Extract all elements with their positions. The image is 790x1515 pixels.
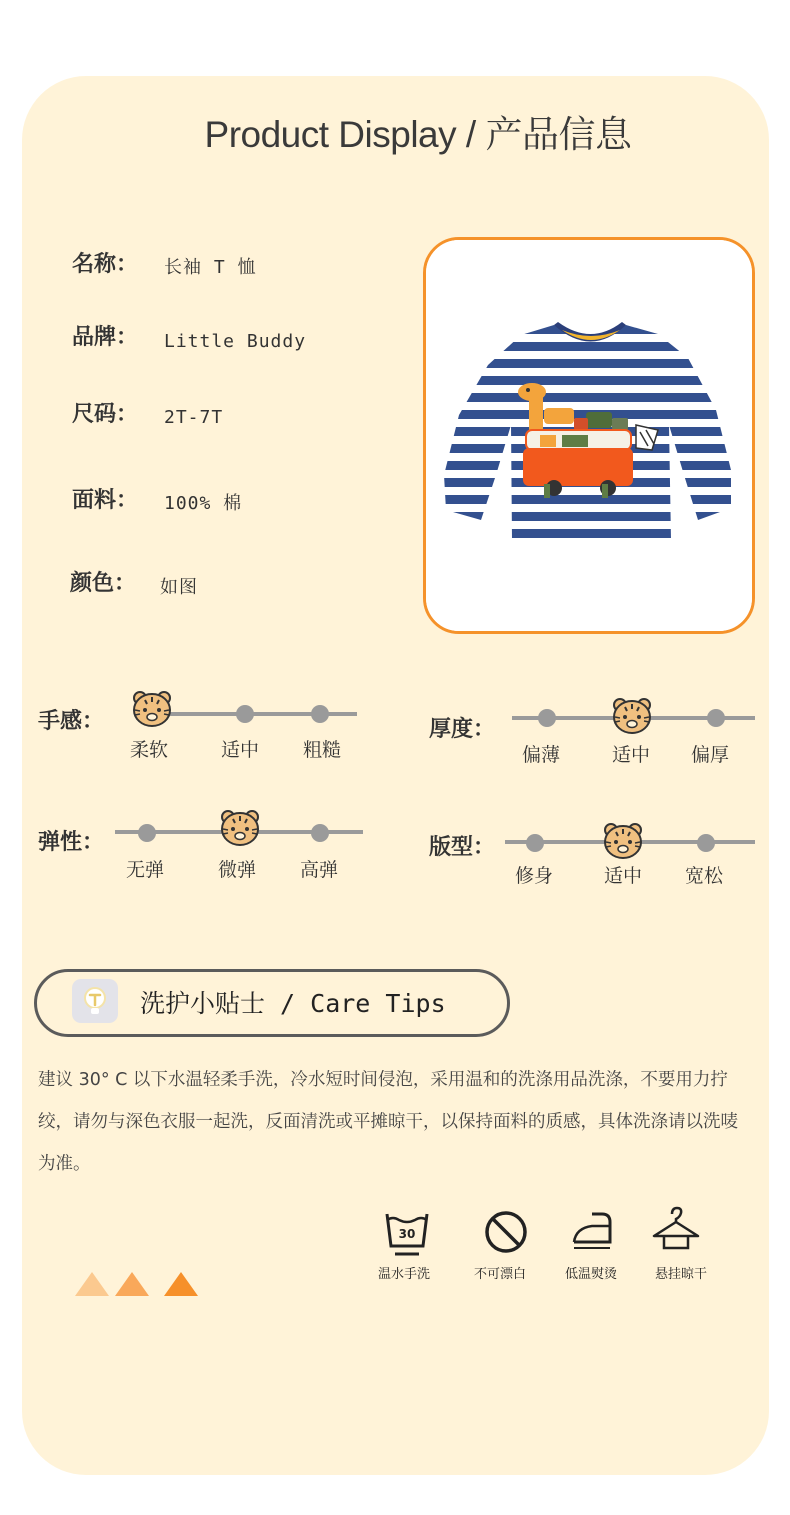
care-label-hang-dry: 悬挂晾干 <box>654 1267 707 1282</box>
product-image-frame <box>423 237 755 634</box>
fit-dot-loose <box>697 834 715 852</box>
thickness-option-thick: 偏厚 <box>691 744 730 766</box>
feel-option-soft: 柔软 <box>130 739 169 761</box>
thickness-label: 厚度： <box>429 717 496 742</box>
decor-triangle <box>75 1272 109 1296</box>
fit-label: 版型： <box>429 835 496 860</box>
care-label-no-bleach: 不可漂白 <box>473 1267 526 1282</box>
low-iron-icon <box>566 1204 618 1256</box>
striped-tshirt-image <box>426 240 752 631</box>
decor-triangle <box>164 1272 198 1296</box>
decor-triangle <box>115 1272 149 1296</box>
tiger-marker-icon <box>219 809 261 849</box>
elasticity-option-slight: 微弹 <box>218 859 257 881</box>
page-title: Product Display / 产品信息 <box>204 114 632 155</box>
lightbulb-icon <box>72 979 118 1023</box>
spec-name-label: 名称： <box>72 252 139 277</box>
spec-brand-label: 品牌： <box>72 325 139 350</box>
elasticity-option-high: 高弹 <box>300 859 339 881</box>
spec-brand-value: Little Buddy <box>164 331 307 352</box>
feel-option-medium: 适中 <box>221 739 260 761</box>
elasticity-label: 弹性： <box>38 830 105 855</box>
no-bleach-icon <box>480 1206 532 1258</box>
thickness-option-medium: 适中 <box>612 744 651 766</box>
thickness-dot-thick <box>707 709 725 727</box>
fit-option-slim: 修身 <box>515 865 554 887</box>
feel-label: 手感： <box>38 709 105 734</box>
spec-size-label: 尺码： <box>72 402 139 427</box>
thickness-dot-thin <box>538 709 556 727</box>
spec-size-value: 2T-7T <box>164 407 224 428</box>
feel-dot-medium <box>236 705 254 723</box>
spec-fabric-value: 100% 棉 <box>164 493 243 514</box>
care-tips-body: 建议 30° C 以下水温轻柔手洗，冷水短时间侵泡，采用温和的洗涤用品洗涤，不要用力拧绞，请勿与深色衣服一起洗，反面清洗或平摊晾干，以保持面料的质感，具体洗涤请以洗唛为准。 <box>38 1070 738 1174</box>
tiger-marker-icon <box>611 697 653 737</box>
feel-option-rough: 粗糙 <box>303 739 342 761</box>
tiger-marker-icon <box>131 690 173 730</box>
fit-dot-slim <box>526 834 544 852</box>
care-tips-title: 洗护小贴士 / Care Tips <box>140 989 446 1018</box>
spec-name-value: 长袖 T 恤 <box>164 257 257 278</box>
spec-color-value: 如图 <box>160 577 198 598</box>
spec-fabric-label: 面料： <box>72 488 139 513</box>
elasticity-dot-high <box>311 824 329 842</box>
hand-wash-30-icon <box>381 1208 433 1260</box>
fit-option-loose: 宽松 <box>685 865 724 887</box>
elasticity-dot-none <box>138 824 156 842</box>
tiger-marker-icon <box>602 822 644 862</box>
hand-wash-temp: 30 <box>398 1227 416 1241</box>
care-label-low-iron: 低温熨烫 <box>564 1267 617 1282</box>
spec-color-label: 颜色： <box>70 571 137 596</box>
thickness-option-thin: 偏薄 <box>522 744 561 766</box>
feel-dot-rough <box>311 705 329 723</box>
hang-dry-icon <box>650 1204 702 1256</box>
elasticity-option-none: 无弹 <box>126 859 165 881</box>
fit-option-regular: 适中 <box>604 865 643 887</box>
care-label-hand-wash: 温水手洗 <box>377 1267 430 1282</box>
